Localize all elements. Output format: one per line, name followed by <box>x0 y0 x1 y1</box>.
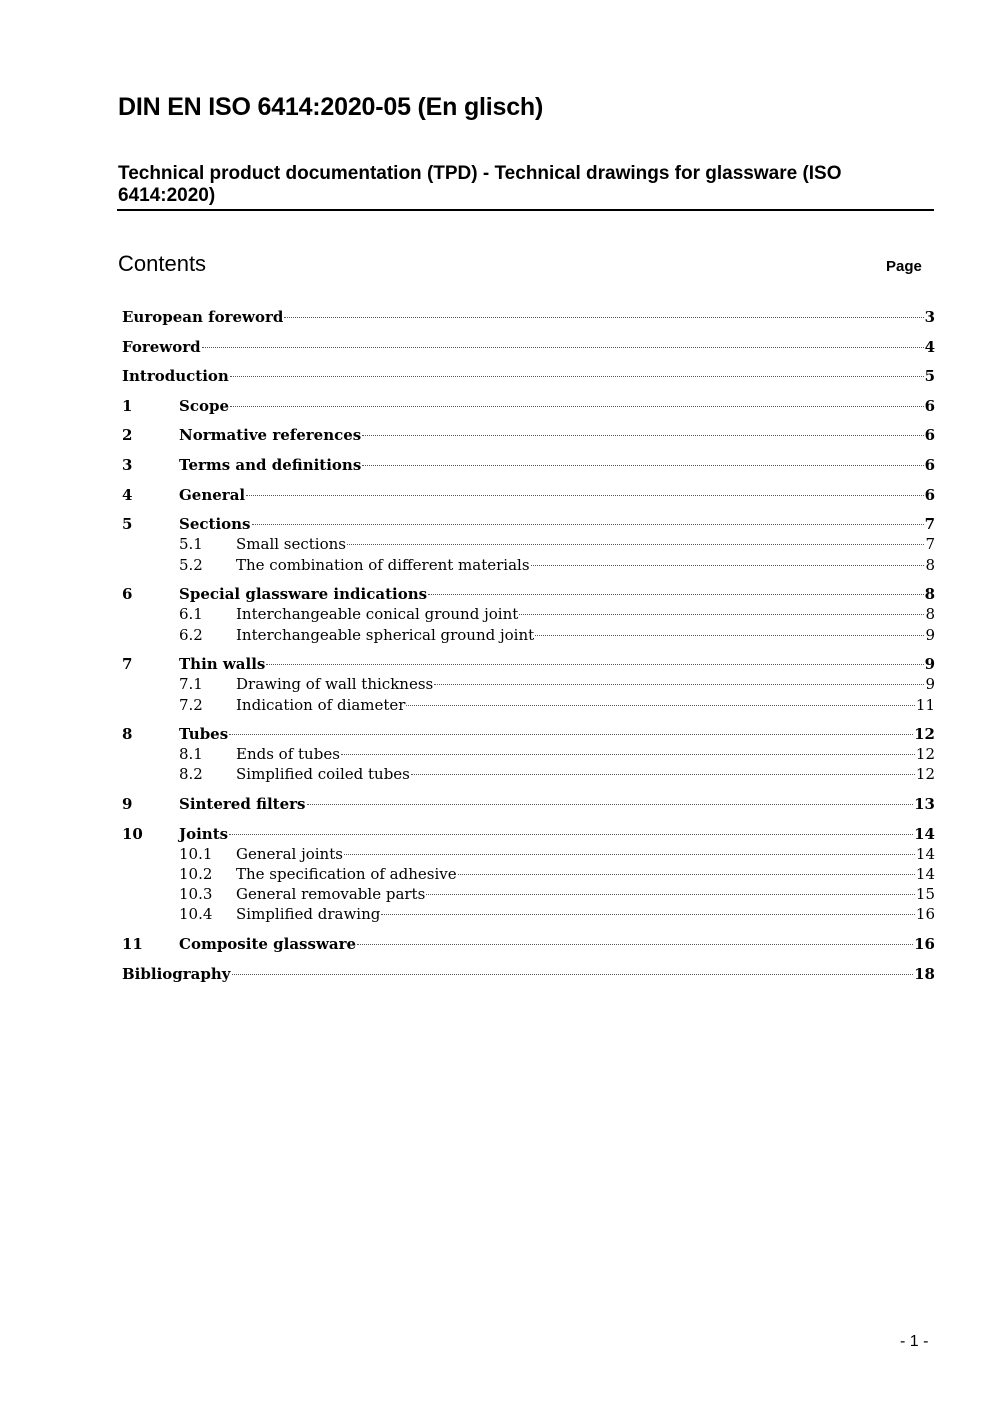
title-divider <box>117 209 934 211</box>
toc-entry-number: 7 <box>122 655 133 673</box>
toc-entry-composite-glassware[interactable] <box>122 934 935 954</box>
toc-entry-general[interactable] <box>122 485 935 505</box>
toc-entry-title: Sections <box>179 515 251 533</box>
leader-dots <box>252 524 924 525</box>
toc-entry-page: 4 <box>924 338 935 356</box>
toc-entry-title: Interchangeable spherical ground joint <box>236 626 535 644</box>
toc-entry-title: Small sections <box>236 535 346 553</box>
toc-entry-ends-of-tubes[interactable] <box>122 744 935 764</box>
toc-entry-number: 1 <box>122 397 133 415</box>
toc-entry-number: 5.2 <box>179 556 203 574</box>
toc-entry-page: 6 <box>924 456 935 474</box>
toc-entry-number: 10.3 <box>179 885 213 903</box>
leader-dots <box>531 565 925 566</box>
leader-dots <box>362 435 923 436</box>
toc-entry-number: 7.1 <box>179 675 203 693</box>
toc-entry-number: 6.2 <box>179 626 203 644</box>
leader-dots <box>347 544 924 545</box>
leader-dots <box>434 684 924 685</box>
toc-entry-title: Foreword <box>122 338 201 356</box>
leader-dots <box>230 376 924 377</box>
toc-entry-sections[interactable] <box>122 514 935 534</box>
leader-dots <box>519 614 924 615</box>
leader-dots <box>232 974 914 975</box>
toc-entry-number: 10.4 <box>179 905 213 923</box>
toc-entry-title: General <box>179 486 246 504</box>
toc-entry-page: 12 <box>915 765 935 783</box>
toc-entry-number: 8.1 <box>179 745 203 763</box>
toc-entry-page: 7 <box>925 535 935 553</box>
toc-entry-page: 3 <box>924 308 935 326</box>
toc-entry-page: 7 <box>924 515 935 533</box>
toc-entry-european-foreword[interactable] <box>122 307 935 327</box>
toc-entry-title: The specification of adhesive <box>236 865 457 883</box>
toc-entry-terms-and-definitions[interactable] <box>122 455 935 475</box>
toc-entry-coiled-tubes[interactable] <box>122 764 935 784</box>
toc-entry-title: Introduction <box>122 367 229 385</box>
toc-entry-title: Normative references <box>179 426 362 444</box>
leader-dots <box>307 804 914 805</box>
toc-entry-page: 15 <box>915 885 935 903</box>
leader-dots <box>246 495 923 496</box>
toc-entry-page: 9 <box>924 655 935 673</box>
toc-entry-number: 9 <box>122 795 133 813</box>
leader-dots <box>357 944 913 945</box>
toc-entry-page: 14 <box>915 845 935 863</box>
toc-entry-number: 5 <box>122 515 133 533</box>
toc-entry-page: 8 <box>925 556 935 574</box>
toc-entry-title: Special glassware indications <box>179 585 428 603</box>
toc-entry-number: 6.1 <box>179 605 203 623</box>
toc-entry-number: 4 <box>122 486 133 504</box>
leader-dots <box>202 347 924 348</box>
leader-dots <box>229 734 913 735</box>
toc-entry-normative-references[interactable] <box>122 425 935 445</box>
toc-entry-page: 8 <box>924 585 935 603</box>
toc-entry-title: Thin walls <box>179 655 266 673</box>
toc-entry-page: 12 <box>914 725 935 743</box>
leader-dots <box>411 774 915 775</box>
toc-entry-page: 12 <box>915 745 935 763</box>
toc-entry-special-glassware-indications[interactable] <box>122 584 935 604</box>
toc-entry-thin-walls[interactable] <box>122 654 935 674</box>
toc-entry-page: 6 <box>924 426 935 444</box>
leader-dots <box>426 894 915 895</box>
toc-entry-page: 18 <box>914 965 935 983</box>
toc-entry-title: Indication of diameter <box>236 696 406 714</box>
leader-dots <box>428 594 924 595</box>
toc-entry-title: Terms and definitions <box>179 456 362 474</box>
leader-dots <box>535 635 924 636</box>
toc-entry-number: 7.2 <box>179 696 203 714</box>
leader-dots <box>284 317 923 318</box>
toc-entry-title: Composite glassware <box>179 935 357 953</box>
leader-dots <box>341 754 915 755</box>
toc-entry-title: Tubes <box>179 725 229 743</box>
toc-entry-number: 10.2 <box>179 865 213 883</box>
toc-entry-title: General joints <box>236 845 343 863</box>
toc-entry-page: 16 <box>914 935 935 953</box>
leader-dots <box>406 705 914 706</box>
leader-dots <box>344 854 915 855</box>
toc-entry-bibliography[interactable] <box>122 964 935 984</box>
toc-entry-number: 3 <box>122 456 133 474</box>
toc-entry-page: 8 <box>925 605 935 623</box>
page-number: - 1 - <box>900 1333 929 1350</box>
toc-entry-specification-of-adhesive[interactable] <box>122 864 935 884</box>
toc-entry-tubes[interactable] <box>122 724 935 744</box>
toc-entry-number: 5.1 <box>179 535 203 553</box>
toc-entry-title: Simplified coiled tubes <box>236 765 410 783</box>
toc-entry-number: 6 <box>122 585 133 603</box>
toc-entry-title: Ends of tubes <box>236 745 340 763</box>
toc-entry-number: 11 <box>122 935 143 953</box>
toc-entry-small-sections[interactable] <box>122 534 935 554</box>
toc-entry-simplified-drawing[interactable] <box>122 904 935 924</box>
leader-dots <box>458 874 915 875</box>
leader-dots <box>362 465 923 466</box>
toc-entry-page: 9 <box>925 626 935 644</box>
toc-entry-conical-ground-joint[interactable] <box>122 604 935 624</box>
toc-entry-page: 16 <box>915 905 935 923</box>
toc-entry-title: Joints <box>179 825 229 843</box>
toc-entry-title: Interchangeable conical ground joint <box>236 605 519 623</box>
contents-heading: Contents <box>118 251 207 276</box>
toc-entry-indication-of-diameter[interactable] <box>122 695 935 715</box>
toc-entry-number: 2 <box>122 426 133 444</box>
toc-entry-page: 14 <box>914 825 935 843</box>
toc-entry-spherical-ground-joint[interactable] <box>122 625 935 645</box>
toc-entry-page: 13 <box>914 795 935 813</box>
document-title: DIN EN ISO 6414:2020-05 (En glisch) <box>118 93 544 121</box>
toc-entry-wall-thickness[interactable] <box>122 674 935 694</box>
toc-entry-page: 9 <box>925 675 935 693</box>
toc-entry-number: 8.2 <box>179 765 203 783</box>
document-subtitle: Technical product documentation (TPD) - Technical drawings for glassware (ISO 6414:2020) <box>118 163 842 206</box>
toc-entry-title: General removable parts <box>236 885 426 903</box>
leader-dots <box>229 834 913 835</box>
leader-dots <box>230 406 924 407</box>
toc-entry-sintered-filters[interactable] <box>122 794 935 814</box>
toc-entry-page: 6 <box>924 486 935 504</box>
toc-entry-general-removable-parts[interactable] <box>122 884 935 904</box>
toc-entry-general-joints[interactable] <box>122 844 935 864</box>
toc-entry-title: European foreword <box>122 308 284 326</box>
toc-entry-page: 6 <box>924 397 935 415</box>
toc-entry-page: 11 <box>915 696 935 714</box>
toc-entry-title: Simplified drawing <box>236 905 381 923</box>
toc-entry-number: 10.1 <box>179 845 213 863</box>
toc-entry-number: 8 <box>122 725 133 743</box>
toc-entry-title: Bibliography <box>122 965 231 983</box>
toc-entry-title: Scope <box>179 397 230 415</box>
toc-entry-page: 14 <box>915 865 935 883</box>
toc-entry-page: 5 <box>924 367 935 385</box>
toc-entry-introduction[interactable] <box>122 366 935 386</box>
toc-entry-number: 10 <box>122 825 143 843</box>
toc-entry-title: Drawing of wall thickness <box>236 675 434 693</box>
leader-dots <box>381 914 915 915</box>
toc-entry-joints[interactable] <box>122 824 935 844</box>
leader-dots <box>266 664 923 665</box>
toc-entry-title: The combination of different materials <box>236 556 530 574</box>
toc-entry-title: Sintered filters <box>179 795 306 813</box>
page-column-label: Page <box>886 258 922 275</box>
toc-entry-combination-of-materials[interactable] <box>122 555 935 575</box>
toc-entry-scope[interactable] <box>122 396 935 416</box>
toc-entry-foreword[interactable] <box>122 337 935 357</box>
